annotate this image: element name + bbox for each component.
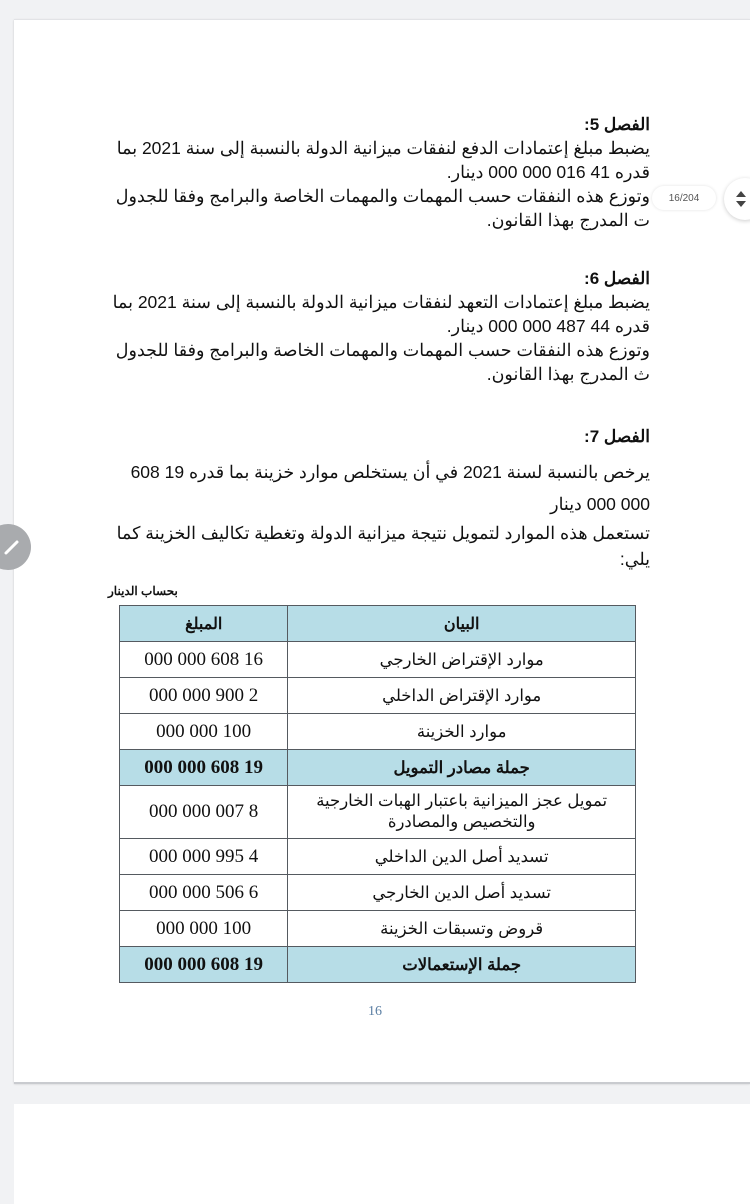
- table-unit-label: بحساب الدينار: [108, 584, 178, 598]
- table-row: [120, 678, 636, 714]
- section-paragraph: يضبط مبلغ إعتمادات الدفع لنفقات ميزانية الدولة بالنسبة إلى سنة 2021 بما قدره 41 016 000 000 دينار.: [116, 138, 650, 182]
- row-description: قروض وتسبقات الخزينة: [288, 911, 636, 947]
- row-description: تمويل عجز الميزانية باعتبار الهبات الخارجية والتخصيص والمصادرة: [288, 786, 636, 839]
- section-6: [104, 268, 650, 386]
- section-paragraph: وتوزع هذه النفقات حسب المهمات والمهمات الخاصة والبرامج وفقا للجدول ث المدرج بهذا القانون.: [115, 340, 650, 384]
- section-title: الفصل 7:: [584, 427, 650, 446]
- section-title: الفصل 5:: [584, 115, 650, 134]
- table-row: [120, 714, 636, 750]
- section-paragraph: يضبط مبلغ إعتمادات التعهد لنفقات ميزانية الدولة بالنسبة إلى سنة 2021 بما قدره 44 487 000 000 دينار.: [112, 292, 650, 336]
- table-header-row: [120, 606, 636, 642]
- budget-table: [119, 605, 636, 983]
- up-down-arrows-icon: [734, 189, 748, 209]
- section-5: [104, 114, 650, 232]
- header-amount: المبلغ: [120, 606, 288, 642]
- table-row: [120, 642, 636, 678]
- page-counter-badge: 16/204: [652, 186, 716, 210]
- row-description: موارد الإقتراض الداخلي: [288, 678, 636, 714]
- header-description: البيان: [288, 606, 636, 642]
- row-amount: 8 007 000 000: [120, 786, 288, 839]
- section-paragraph: وتوزع هذه النفقات حسب المهمات والمهمات الخاصة والبرامج وفقا للجدول ت المدرج بهذا القانون.: [115, 186, 650, 230]
- row-amount: 6 506 000 000: [120, 875, 288, 911]
- row-description: جملة الإستعمالات: [288, 947, 636, 983]
- row-amount: 19 608 000 000: [120, 750, 288, 786]
- row-amount: 19 608 000 000: [120, 947, 288, 983]
- row-amount: 4 995 000 000: [120, 839, 288, 875]
- table-total-row: [120, 750, 636, 786]
- section-paragraph: تستعمل هذه الموارد لتمويل نتيجة ميزانية الدولة وتغطية تكاليف الخزينة كما يلي:: [116, 523, 650, 569]
- row-description: موارد الخزينة: [288, 714, 636, 750]
- table-row: [120, 875, 636, 911]
- section-7: [104, 426, 650, 572]
- page-divider: [14, 1082, 750, 1084]
- table-row: [120, 911, 636, 947]
- pencil-icon: [3, 538, 21, 556]
- page-number: 16: [368, 1004, 382, 1019]
- table-total-row: [120, 947, 636, 983]
- next-document-page: [14, 1104, 750, 1204]
- row-amount: 16 608 000 000: [120, 642, 288, 678]
- row-description: موارد الإقتراض الخارجي: [288, 642, 636, 678]
- row-description: تسديد أصل الدين الداخلي: [288, 839, 636, 875]
- table-row: [120, 786, 636, 839]
- table-row: [120, 839, 636, 875]
- row-description: جملة مصادر التمويل: [288, 750, 636, 786]
- section-paragraph: يرخص بالنسبة لسنة 2021 في أن يستخلص موارد خزينة بما قدره 19 608 000 000 دينار: [130, 462, 650, 514]
- row-amount: 2 900 000 000: [120, 678, 288, 714]
- section-title: الفصل 6:: [584, 269, 650, 288]
- row-amount: 100 000 000: [120, 714, 288, 750]
- row-description: تسديد أصل الدين الخارجي: [288, 875, 636, 911]
- row-amount: 100 000 000: [120, 911, 288, 947]
